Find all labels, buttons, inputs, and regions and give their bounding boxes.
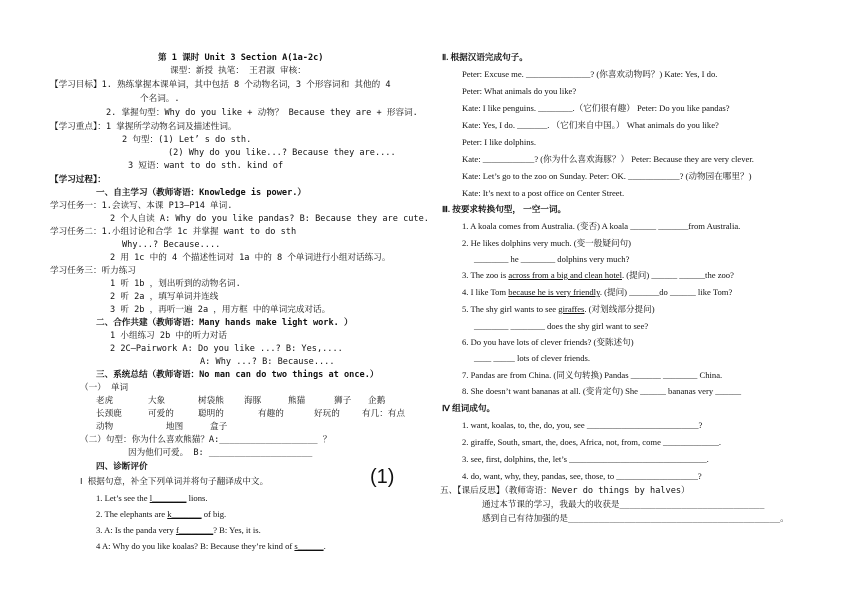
dialog-line-7: Kate: Let’s go to the zoo on Sunday. Peter: OK. ____________? (动物园在哪里？) bbox=[462, 171, 752, 181]
section-5-heading: 五、【课后反思】（教师寄语：Never do things by halves） bbox=[440, 486, 690, 496]
word-row-1-4: 海豚 bbox=[244, 396, 262, 406]
summary-sentence-2: 因为他们可爱。 B: ____________________ bbox=[128, 448, 313, 458]
convert-item-5: 5. The shy girl wants to see giraffes. (对划线部分提问) bbox=[462, 304, 655, 314]
order-item-1: 1. want, koalas, to, the, do, you, see __________________________? bbox=[462, 420, 703, 430]
cooperation-2: 2 2C—Pairwork A: Do you like ...? B: Yes,.... bbox=[110, 344, 343, 354]
exercise-1-item-1: 1. Let’s see the l________ lions. bbox=[96, 493, 208, 503]
word-row-1-6: 狮子 bbox=[334, 396, 352, 406]
task-2: 学习任务二：1.小组讨论和合学 1c 并掌握 want to do sth bbox=[50, 227, 297, 237]
section-4-heading: Ⅳ 组词成句。 bbox=[442, 403, 496, 413]
summary-words-heading: （一） 单词 bbox=[80, 383, 129, 393]
learning-goal-2: 2. 掌握句型：Why do you like + 动物？ Because they are + 形容词. bbox=[106, 108, 418, 118]
reflection-line-2: 感到自己有待加强的是_________________________________________。 bbox=[482, 514, 789, 524]
task-3: 学习任务三：听力练习 bbox=[50, 266, 136, 276]
convert-item-5b: ________ ________ does the shy girl want to see? bbox=[474, 321, 649, 331]
convert-item-1: 1. A koala comes from Australia. (变否) A koala ______ _______from Australia. bbox=[462, 221, 741, 231]
word-row-1-5: 熊猫 bbox=[288, 396, 306, 406]
task-2b: Why...? Because.... bbox=[122, 240, 221, 250]
key-point-1: 【学习重点】：1 掌握所学动物名词及描述性词。 bbox=[50, 122, 237, 132]
learning-goal-1: 【学习目标】1. 熟练掌握本课单词，其中包括 8 个动物名词，3 个形容词和 其他的 4 bbox=[50, 80, 391, 90]
dialog-line-5: Peter: I like dolphins. bbox=[462, 137, 536, 147]
task-3b: 2 听 2a ，填写单词并连线 bbox=[110, 292, 219, 302]
convert-item-6: 6. Do you have lots of clever friends? (变陈述句) bbox=[462, 337, 634, 347]
section-3-heading: Ⅲ. 按要求转换句型， 一空一词。 bbox=[442, 204, 567, 214]
lesson-meta: 课型：新授 执笔： 王君淑 审核： bbox=[170, 66, 306, 76]
order-item-4: 4. do, want, why, they, pandas, see, those, to ___________________? bbox=[462, 471, 702, 481]
word-row-2-1: 长颈鹿 bbox=[96, 409, 122, 419]
word-row-3-1: 动物 bbox=[96, 422, 114, 432]
word-row-2-4: 有趣的 bbox=[258, 409, 284, 419]
word-row-1-2: 大象 bbox=[148, 396, 166, 406]
page-number-mark: (1) bbox=[370, 466, 395, 488]
exercise-1-instruction: Ⅰ 根据句意，补全下列单词并将句子翻译成中文。 bbox=[80, 477, 269, 487]
reflection-line-1: 通过本节课的学习，我最大的收获是____________________________ bbox=[482, 500, 765, 510]
word-row-1-1: 老虎 bbox=[96, 396, 114, 406]
cooperation-3: A: Why ...? B: Because.... bbox=[200, 357, 335, 367]
word-row-2-2: 可爱的 bbox=[148, 409, 174, 419]
convert-item-2: 2. He likes dolphins very much. (变一般疑问句) bbox=[462, 238, 631, 248]
convert-item-6b: ____ _____ lots of clever friends. bbox=[474, 353, 590, 363]
lesson-title: 第 1 课时 Unit 3 Section A(1a-2c) bbox=[158, 53, 324, 63]
order-item-3: 3. see, first, dolphins, the, let’s ________________________________. bbox=[462, 454, 709, 464]
convert-item-4: 4. I like Tom because he is very friendly. (提问) _______do ______ like Tom? bbox=[462, 287, 733, 297]
dialog-line-4: Kate: Yes, I do. _______. （它们来自中国。） What animals do you like? bbox=[462, 120, 719, 130]
section-cooperation: 二、合作共建（教师寄语：Many hands make light work. ） bbox=[96, 318, 353, 328]
word-row-1-7: 企鹅 bbox=[368, 396, 386, 406]
order-item-2: 2. giraffe, South, smart, the, does, Africa, not, from, come _____________. bbox=[462, 437, 722, 447]
dialog-line-2: Peter: What animals do you like? bbox=[462, 86, 577, 96]
word-row-2-3: 聪明的 bbox=[198, 409, 224, 419]
word-row-3-2: 地图 bbox=[166, 422, 184, 432]
dialog-line-1: Peter: Excuse me. _______________? (你喜欢动物吗？) Kate: Yes, I do. bbox=[462, 69, 718, 79]
word-row-1-3: 树袋熊 bbox=[198, 396, 224, 406]
learning-goal-1b: 个名词。. bbox=[140, 94, 180, 104]
dialog-line-6: Kate: ____________? (你为什么喜欢海豚？） Peter: Because they are very clever. bbox=[462, 154, 754, 164]
task-2c: 2 用 1c 中的 4 个描述性词对 1a 中的 8 个单词进行小组对话练习。 bbox=[110, 253, 391, 263]
process-heading: 【学习过程】： bbox=[50, 175, 106, 185]
summary-sentence-1: （二）句型：你为什么喜欢熊猫？A:___________________ ？ bbox=[80, 435, 332, 445]
dialog-line-8: Kate: It’s next to a post office on Center Street. bbox=[462, 188, 625, 198]
task-1: 学习任务一：1.会读写、本课 P13—P14 单词. bbox=[50, 201, 233, 211]
convert-item-7: 7. Pandas are from China. (同义句转换) Pandas _______ ________ China. bbox=[462, 370, 723, 380]
convert-item-3: 3. The zoo is across from a big and clean hotel. (提问) ______ ______the zoo? bbox=[462, 270, 734, 280]
cooperation-1: 1 小组练习 2b 中的听力对话 bbox=[110, 331, 227, 341]
task-3a: 1 听 1b ，划出听到的动物名词. bbox=[110, 279, 241, 289]
dialog-line-3: Kate: I like penguins. ________.（它们很有趣） Peter: Do you like pandas? bbox=[462, 103, 730, 113]
key-point-3: (2) Why do you like...? Because they are.... bbox=[168, 148, 396, 158]
key-point-2: 2 句型：(1) Let’ s do sth. bbox=[122, 135, 252, 145]
section-assessment: 四、诊断评价 bbox=[96, 462, 148, 472]
task-1b: 2 个人自读 A: Why do you like pandas? B: Because they are cute. bbox=[110, 214, 429, 224]
word-row-2-5: 好玩的 bbox=[314, 409, 340, 419]
convert-item-2b: ________ he ________ dolphins very much? bbox=[474, 254, 630, 264]
section-2-heading: Ⅱ. 根据汉语完成句子。 bbox=[442, 52, 528, 62]
convert-item-8: 8. She doesn’t want bananas at all. (变肯定句) She ______ bananas very ______ bbox=[462, 386, 742, 396]
section-self-study: 一、自主学习（教师寄语：Knowledge is power.） bbox=[96, 188, 307, 198]
exercise-1-item-3: 3. A: Is the panda very f________? B: Yes, it is. bbox=[96, 525, 261, 535]
word-row-3-3: 盒子 bbox=[210, 422, 228, 432]
task-3c: 3 听 2b ，再听一遍 2a ，用方框 中的单词完成对话。 bbox=[110, 305, 331, 315]
section-summary: 三、系统总结（教师寄语：No man can do two things at once.） bbox=[96, 370, 379, 380]
exercise-1-item-4: 4 A: Why do you like koalas? B: Because they’re kind of s______. bbox=[96, 541, 326, 551]
exercise-1-item-2: 2. The elephants are k_______ of big. bbox=[96, 509, 227, 519]
word-row-2-6: 有几：有点 bbox=[362, 409, 405, 419]
key-point-4: 3 短语：want to do sth. kind of bbox=[128, 161, 284, 171]
